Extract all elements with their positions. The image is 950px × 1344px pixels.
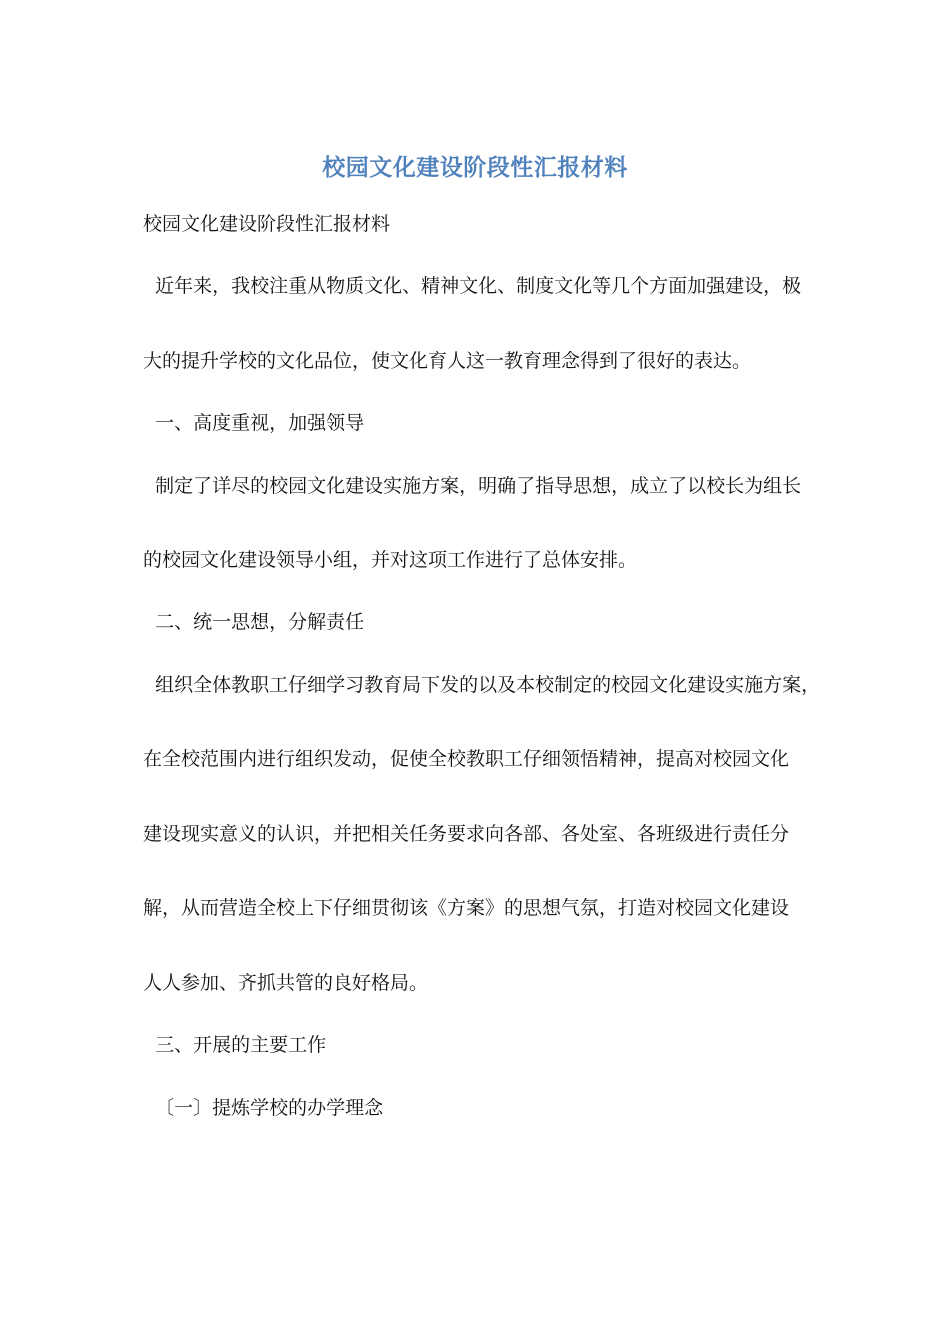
body-line: 的校园文化建设领导小组，并对这项工作进行了总体安排。 bbox=[143, 549, 638, 571]
body-line: 组织全体教职工仔细学习教育局下发的以及本校制定的校园文化建设实施方案， bbox=[143, 674, 821, 696]
body-line: 制定了详尽的校园文化建设实施方案，明确了指导思想，成立了以校长为组长 bbox=[143, 475, 802, 497]
subsection-heading: 〔一〕提炼学校的办学理念 bbox=[143, 1097, 384, 1119]
section-heading: 三、开展的主要工作 bbox=[143, 1034, 327, 1056]
subtitle-line: 校园文化建设阶段性汇报材料 bbox=[143, 213, 391, 235]
body-line: 近年来，我校注重从物质文化、精神文化、制度文化等几个方面加强建设，极 bbox=[143, 275, 802, 297]
body-line: 解，从而营造全校上下仔细贯彻该《方案》的思想气氛，打造对校园文化建设 bbox=[143, 897, 790, 919]
body-line: 建设现实意义的认识，并把相关任务要求向各部、各处室、各班级进行责任分 bbox=[143, 823, 790, 845]
section-heading: 一、高度重视，加强领导 bbox=[143, 412, 365, 434]
body-line: 人人参加、齐抓共管的良好格局。 bbox=[143, 972, 429, 994]
section-heading: 二、统一思想，分解责任 bbox=[143, 611, 365, 633]
body-line: 在全校范围内进行组织发动，促使全校教职工仔细领悟精神，提高对校园文化 bbox=[143, 748, 790, 770]
body-line: 大的提升学校的文化品位，使文化育人这一教育理念得到了很好的表达。 bbox=[143, 350, 752, 372]
document-title: 校园文化建设阶段性汇报材料 bbox=[322, 154, 628, 181]
